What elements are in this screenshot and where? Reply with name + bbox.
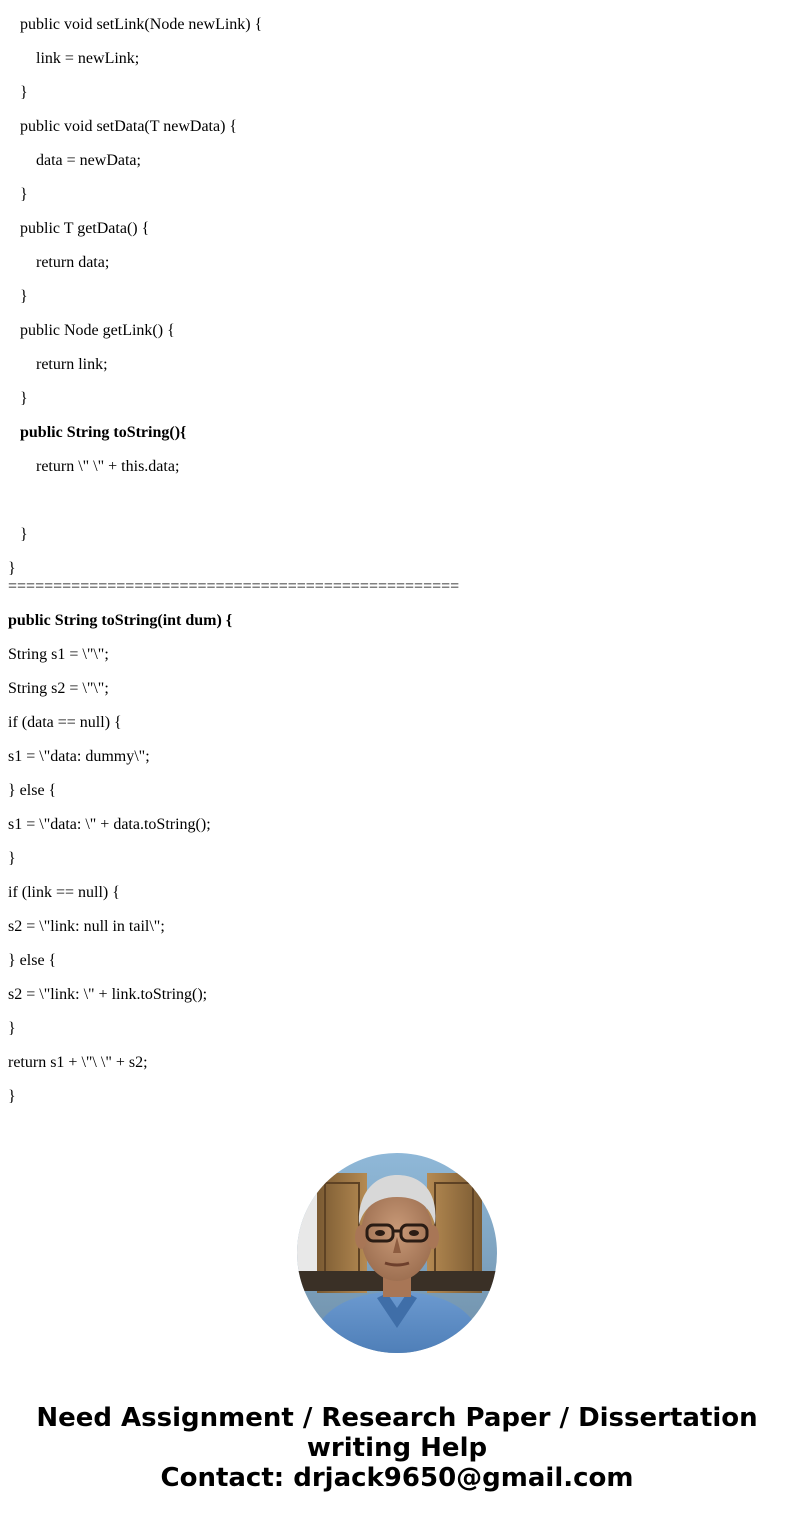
- code-line: data = newData;: [36, 152, 141, 169]
- promo-line-1: Need Assignment / Research Paper / Dissertation: [36, 1403, 758, 1433]
- code-line: if (data == null) {: [8, 714, 122, 731]
- code-line: s2 = \"link: null in tail\";: [8, 918, 165, 935]
- promo-block: [0, 1403, 794, 1493]
- code-line: return data;: [36, 254, 110, 271]
- code-line: public T getData() {: [20, 220, 150, 237]
- code-line: }: [20, 84, 28, 101]
- code-line: s1 = \"data: \" + data.toString();: [8, 816, 211, 833]
- code-line: }: [8, 850, 16, 867]
- code-line: String s2 = \"\";: [8, 680, 109, 697]
- code-line: String s1 = \"\";: [8, 646, 109, 663]
- code-line-bold: public String toString(int dum) {: [8, 612, 233, 629]
- code-line: if (link == null) {: [8, 884, 120, 901]
- code-line: return s1 + \"\ \" + s2;: [8, 1054, 148, 1071]
- code-line: }: [20, 526, 28, 543]
- code-line-bold: public String toString(){: [20, 424, 187, 441]
- code-line: link = newLink;: [36, 50, 140, 67]
- code-line: s1 = \"data: dummy\";: [8, 748, 150, 765]
- code-line: }: [8, 560, 16, 577]
- promo-line-2: writing Help: [306, 1433, 488, 1463]
- code-line: public void setData(T newData) {: [20, 118, 238, 135]
- code-line: } else {: [8, 782, 57, 799]
- code-line: public void setLink(Node newLink) {: [20, 16, 263, 33]
- code-line: } else {: [8, 952, 57, 969]
- separator-line: ==================================================: [8, 578, 460, 595]
- author-photo: [297, 1153, 497, 1353]
- code-line: }: [8, 1020, 16, 1037]
- code-line: public Node getLink() {: [20, 322, 175, 339]
- code-line: }: [8, 1088, 16, 1105]
- code-line: s2 = \"link: \" + link.toString();: [8, 986, 208, 1003]
- author-avatar: [297, 1153, 497, 1353]
- code-line: return \" \" + this.data;: [36, 458, 180, 475]
- code-line: return link;: [36, 356, 108, 373]
- promo-contact-line[interactable]: Contact: drjack9650@gmail.com: [160, 1463, 634, 1493]
- code-line: }: [20, 186, 28, 203]
- code-line: }: [20, 288, 28, 305]
- code-line: }: [20, 390, 28, 407]
